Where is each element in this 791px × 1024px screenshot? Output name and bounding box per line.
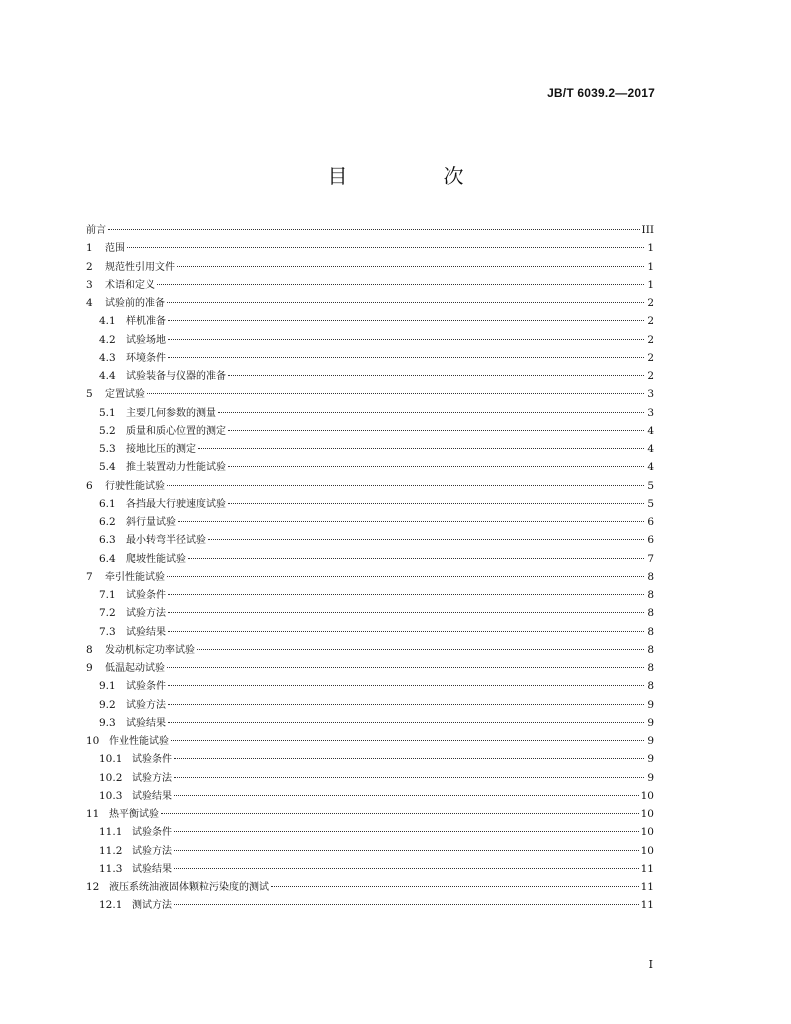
toc-entry-number: 2 xyxy=(86,260,93,273)
page-title: 目 次 xyxy=(327,164,502,188)
toc-entry-title: 试验前的准备 xyxy=(105,298,165,309)
toc-entry-title: 范围 xyxy=(105,243,125,255)
toc-entry-number: 6.1 xyxy=(99,497,116,510)
toc-dot-leader xyxy=(228,465,644,467)
toc-entry-page: 10 xyxy=(640,826,654,839)
toc-entry-number: 6.2 xyxy=(99,516,116,528)
toc-entry-page: III xyxy=(641,224,654,236)
toc-entry-title: 热平衡试验 xyxy=(109,809,159,820)
toc-entry[interactable] xyxy=(86,714,654,732)
toc-entry-page: 2 xyxy=(647,333,654,346)
toc-entry[interactable] xyxy=(86,896,654,914)
toc-entry[interactable] xyxy=(86,422,654,440)
toc-dot-leader xyxy=(168,721,644,723)
toc-entry-page: 6 xyxy=(647,534,654,547)
toc-entry-page: 6 xyxy=(647,516,654,528)
toc-entry-page: 2 xyxy=(647,351,654,364)
toc-entry-title: 推土装置动力性能试验 xyxy=(126,462,226,474)
toc-entry[interactable] xyxy=(86,878,654,896)
toc-dot-leader xyxy=(178,520,644,522)
toc-entry[interactable] xyxy=(86,696,654,714)
toc-dot-leader xyxy=(188,557,644,559)
toc-entry-page: 9 xyxy=(647,753,654,766)
toc-entry[interactable] xyxy=(86,586,654,604)
toc-entry-title: 试验场地 xyxy=(126,334,166,346)
toc-entry-page: 2 xyxy=(647,297,654,309)
toc-dot-leader xyxy=(174,849,639,851)
toc-entry-page: 1 xyxy=(647,278,654,291)
toc-dot-leader xyxy=(174,903,639,905)
toc-entry[interactable] xyxy=(86,477,654,495)
toc-entry-page: 11 xyxy=(640,881,654,893)
toc-entry-number: 5.3 xyxy=(99,443,116,455)
toc-entry-page: 11 xyxy=(640,862,654,875)
toc-entry-page: 10 xyxy=(640,844,654,857)
toc-entry-title: 发动机标定功率试验 xyxy=(105,644,195,656)
toc-entry-title: 规范性引用文件 xyxy=(105,261,175,273)
toc-dot-leader xyxy=(157,283,644,285)
toc-entry-title: 低温起动试验 xyxy=(105,663,165,674)
toc-entry-title: 各挡最大行驶速度试验 xyxy=(126,498,226,510)
toc-entry-number: 3 xyxy=(86,278,93,291)
toc-entry-number: 6.3 xyxy=(99,534,116,547)
toc-entry-page: 5 xyxy=(647,479,654,492)
toc-entry-number: 6.4 xyxy=(99,552,116,565)
toc-dot-leader xyxy=(108,228,640,230)
toc-entry-page: 9 xyxy=(647,771,654,784)
toc-entry-number: 4.2 xyxy=(99,333,116,346)
toc-entry[interactable] xyxy=(86,440,654,458)
toc-entry-title: 液压系统油液固体颗粒污染度的测试 xyxy=(109,882,269,893)
toc-dot-leader xyxy=(228,429,644,431)
toc-entry-page: 8 xyxy=(647,680,654,693)
toc-entry[interactable] xyxy=(86,604,654,622)
toc-entry[interactable] xyxy=(86,641,654,659)
toc-dot-leader xyxy=(168,356,644,358)
toc-entry-title: 试验方法 xyxy=(126,608,166,620)
toc-entry[interactable] xyxy=(86,239,654,257)
toc-dot-leader xyxy=(168,684,644,686)
toc-entry-page: 8 xyxy=(647,662,654,674)
toc-entry-page: 4 xyxy=(647,424,654,437)
toc-dot-leader xyxy=(167,484,644,486)
toc-entry[interactable] xyxy=(86,623,654,641)
toc-dot-leader xyxy=(197,648,644,650)
toc-entry[interactable] xyxy=(86,294,654,312)
toc-entry-number: 4.4 xyxy=(99,370,116,382)
toc-entry-title: 作业性能试验 xyxy=(109,736,169,747)
toc-entry[interactable] xyxy=(86,276,654,294)
toc-entry[interactable] xyxy=(86,312,654,330)
toc-entry[interactable] xyxy=(86,404,654,422)
toc-dot-leader xyxy=(174,794,639,796)
toc-entry-title: 试验条件 xyxy=(132,827,172,839)
toc-entry[interactable] xyxy=(86,258,654,276)
toc-entry-page: 3 xyxy=(647,406,654,419)
toc-entry[interactable] xyxy=(86,823,654,841)
toc-entry[interactable] xyxy=(86,513,654,531)
toc-entry-title: 试验结果 xyxy=(126,626,166,638)
toc-entry-number: 9.3 xyxy=(99,716,116,729)
toc-entry-page: 8 xyxy=(647,643,654,656)
toc-entry-title: 测试方法 xyxy=(132,900,172,912)
toc-entry-number: 11.3 xyxy=(99,862,123,875)
toc-entry-page: 4 xyxy=(647,461,654,474)
toc-entry-number: 12.1 xyxy=(99,899,123,912)
toc-entry-title: 试验结果 xyxy=(126,717,166,729)
toc-dot-leader xyxy=(171,739,644,741)
toc-entry[interactable] xyxy=(86,732,654,750)
toc-entry-number: 10.2 xyxy=(99,771,123,784)
toc-dot-leader xyxy=(168,630,644,632)
toc-dot-leader xyxy=(168,703,644,705)
toc-entry-number: 4.1 xyxy=(99,315,116,328)
toc-entry-page: 11 xyxy=(640,899,654,912)
toc-entry-title: 试验条件 xyxy=(126,590,166,601)
toc-entry-title: 前言 xyxy=(86,225,106,236)
toc-entry-page: 1 xyxy=(647,242,654,255)
toc-entry-number: 6 xyxy=(86,479,93,492)
toc-entry[interactable] xyxy=(86,860,654,878)
toc-dot-leader xyxy=(271,885,639,887)
toc-entry-title: 爬坡性能试验 xyxy=(126,553,186,565)
toc-entry-page: 5 xyxy=(647,497,654,510)
toc-entry-title: 试验方法 xyxy=(132,845,172,857)
toc-entry-number: 10 xyxy=(86,735,100,747)
toc-entry-number: 5.2 xyxy=(99,424,116,437)
toc-dot-leader xyxy=(177,265,644,267)
toc-entry-page: 1 xyxy=(647,260,654,273)
toc-entry-page: 9 xyxy=(647,698,654,711)
toc-entry-number: 4 xyxy=(86,297,93,309)
toc-entry-title: 接地比压的测定 xyxy=(126,444,196,455)
toc-entry-number: 9 xyxy=(86,662,93,674)
toc-entry[interactable] xyxy=(86,805,654,823)
toc-dot-leader xyxy=(167,301,644,303)
toc-entry-number: 7.2 xyxy=(99,607,116,620)
toc-entry-page: 8 xyxy=(647,607,654,620)
toc-entry-number: 1 xyxy=(86,242,93,255)
toc-entry[interactable] xyxy=(86,531,654,549)
toc-entry[interactable] xyxy=(86,568,654,586)
toc-entry-page: 8 xyxy=(647,570,654,583)
toc-entry-page: 2 xyxy=(647,370,654,382)
toc-entry-title: 试验条件 xyxy=(132,754,172,766)
toc-entry-number: 7.1 xyxy=(99,589,116,601)
toc-entry-title: 牵引性能试验 xyxy=(105,571,165,583)
toc-entry[interactable] xyxy=(86,349,654,367)
toc-entry[interactable] xyxy=(86,750,654,768)
toc-entry-number: 8 xyxy=(86,643,93,656)
toc-dot-leader xyxy=(228,374,644,376)
toc-entry-number: 7.3 xyxy=(99,625,116,638)
toc-dot-leader xyxy=(161,812,639,814)
toc-entry-title: 试验方法 xyxy=(132,772,172,784)
toc-entry[interactable] xyxy=(86,769,654,787)
toc-entry-page: 4 xyxy=(647,443,654,455)
toc-dot-leader xyxy=(174,830,639,832)
toc-entry-number: 11.1 xyxy=(99,826,123,839)
toc-entry[interactable] xyxy=(86,495,654,513)
toc-dot-leader xyxy=(167,575,644,577)
toc-dot-leader xyxy=(218,411,644,413)
toc-entry-page: 7 xyxy=(647,552,654,565)
toc-entry-number: 5.4 xyxy=(99,461,116,474)
toc-entry[interactable] xyxy=(86,367,654,385)
toc-entry[interactable] xyxy=(86,221,654,239)
toc-entry[interactable] xyxy=(86,677,654,695)
toc-entry-number: 9.2 xyxy=(99,698,116,711)
toc-entry-page: 9 xyxy=(647,735,654,747)
toc-entry-number: 12 xyxy=(86,881,100,893)
toc-entry-title: 行驶性能试验 xyxy=(105,480,165,492)
toc-entry-page: 8 xyxy=(647,589,654,601)
toc-entry[interactable] xyxy=(86,842,654,860)
toc-dot-leader xyxy=(174,867,639,869)
toc-entry[interactable] xyxy=(86,458,654,476)
toc-entry-title: 定置试验 xyxy=(105,389,145,401)
toc-entry-title: 斜行量试验 xyxy=(126,517,176,528)
toc-dot-leader xyxy=(168,593,644,595)
toc-entry-page: 10 xyxy=(640,808,654,820)
toc-entry-number: 11 xyxy=(86,808,100,820)
toc-entry-number: 11.2 xyxy=(99,844,123,857)
toc-entry-title: 环境条件 xyxy=(126,352,166,364)
toc-dot-leader xyxy=(228,502,644,504)
toc-dot-leader xyxy=(208,538,644,540)
toc-dot-leader xyxy=(168,319,644,321)
toc-entry[interactable] xyxy=(86,385,654,403)
toc-entry-number: 7 xyxy=(86,570,93,583)
toc-entry-page: 2 xyxy=(647,315,654,328)
toc-entry-title: 主要几何参数的测量 xyxy=(126,407,216,419)
toc-entry-page: 10 xyxy=(640,789,654,802)
toc-entry-page: 9 xyxy=(647,716,654,729)
toc-dot-leader xyxy=(168,338,644,340)
toc-entry-title: 质量和质心位置的测定 xyxy=(126,425,226,437)
toc-entry-number: 5.1 xyxy=(99,406,116,419)
toc-entry-title: 试验装备与仪器的准备 xyxy=(126,371,226,382)
toc-entry-number: 10.1 xyxy=(99,753,123,766)
toc-entry[interactable] xyxy=(86,331,654,349)
toc-dot-leader xyxy=(174,757,644,759)
toc-dot-leader xyxy=(168,611,644,613)
toc-entry-page: 3 xyxy=(647,388,654,401)
toc-entry-number: 4.3 xyxy=(99,351,116,364)
toc-entry-title: 试验结果 xyxy=(132,790,172,802)
toc-entry-title: 术语和定义 xyxy=(105,279,155,291)
table-of-contents xyxy=(86,221,654,915)
toc-dot-leader xyxy=(147,392,644,394)
toc-entry-title: 样机准备 xyxy=(126,316,166,328)
toc-dot-leader xyxy=(167,666,644,668)
toc-entry-number: 5 xyxy=(86,388,93,401)
page-number: I xyxy=(648,958,653,971)
toc-dot-leader xyxy=(127,246,644,248)
toc-entry[interactable] xyxy=(86,659,654,677)
toc-entry-page: 8 xyxy=(647,625,654,638)
toc-dot-leader xyxy=(198,447,644,449)
toc-dot-leader xyxy=(174,776,644,778)
standard-code: JB/T 6039.2—2017 xyxy=(547,86,655,100)
toc-entry[interactable] xyxy=(86,550,654,568)
toc-entry-title: 试验结果 xyxy=(132,863,172,875)
toc-entry-title: 试验条件 xyxy=(126,681,166,693)
toc-entry-title: 试验方法 xyxy=(126,699,166,711)
toc-entry[interactable] xyxy=(86,787,654,805)
toc-entry-number: 10.3 xyxy=(99,789,123,802)
toc-entry-number: 9.1 xyxy=(99,680,116,693)
toc-entry-title: 最小转弯半径试验 xyxy=(126,535,206,547)
